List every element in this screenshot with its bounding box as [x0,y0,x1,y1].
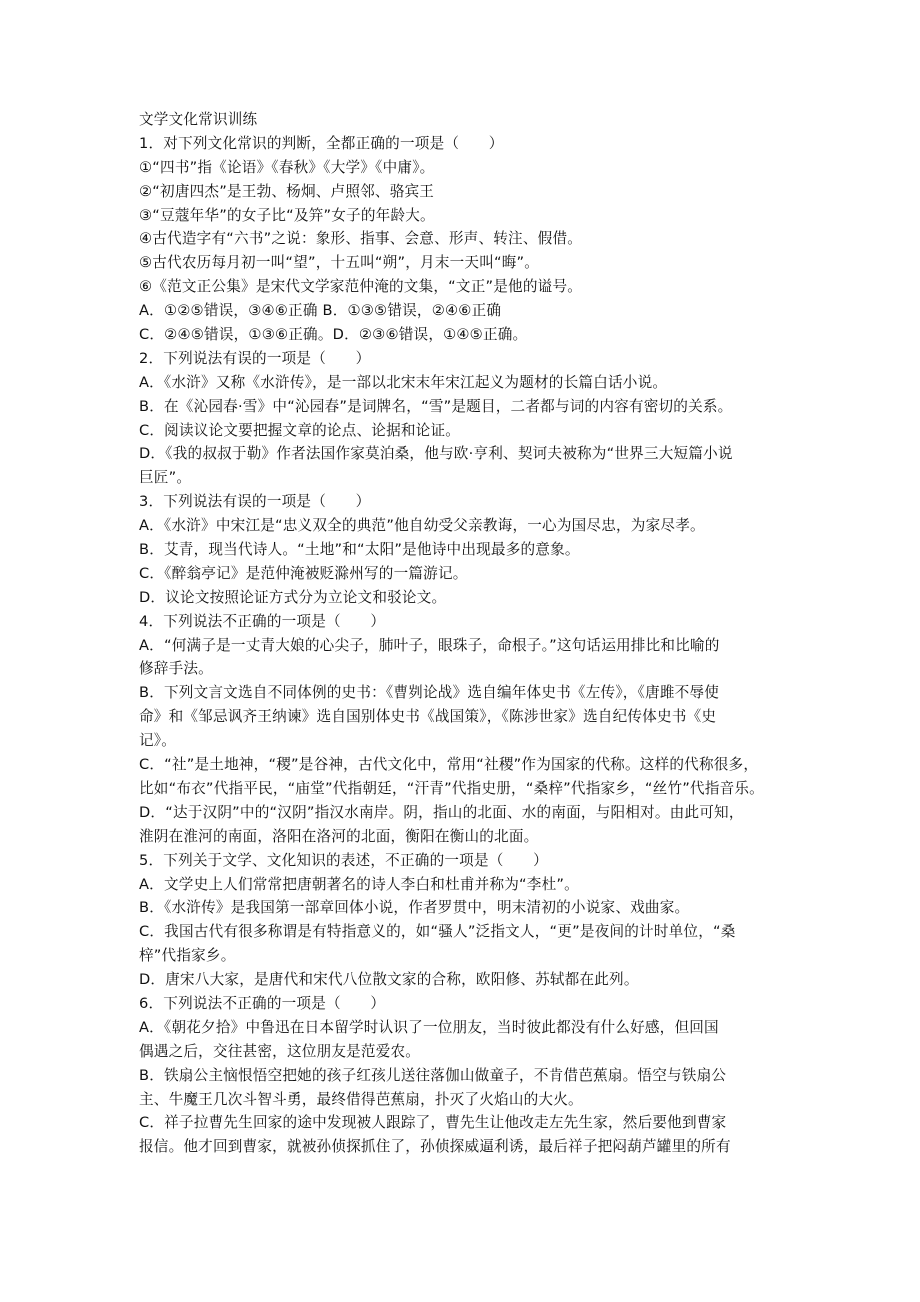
text-line: B．《水浒传》是我国第一部章回体小说，作者罗贯中，明末清初的小说家、戏曲家。 [139,899,690,917]
text-line: 6．下列说法不正确的一项是（ ） [139,994,386,1012]
text-line: 主、牛魔王几次斗智斗勇，最终借得芭蕉扇，扑灭了火焰山的大火。 [139,1090,583,1108]
text-line: D．唐宋八大家，是唐代和宋代八位散文家的合称，欧阳修、苏轼都在此列。 [139,971,639,989]
text-line: 记》。 [139,732,177,750]
text-line: 淮阴在淮河的南面，洛阳在洛河的北面，衡阳在衡山的北面。 [139,827,539,845]
text-line: 比如“布衣”代指平民，“庙堂”代指朝廷，“汗青”代指史册，“桑梓”代指家乡，“丝竹”代指音乐。 [139,779,764,797]
text-line: A．《朝花夕拾》中鲁迅在日本留学时认识了一位朋友，当时彼此都没有什么好感，但回国 [139,1018,719,1036]
text-line: 5．下列关于文学、文化知识的表述，不正确的一项是（ ） [139,851,548,869]
text-line: ④古代造字有“六书”之说：象形、指事、会意、形声、转注、假借。 [139,230,583,248]
text-line: A．《水浒》又称《水浒传》，是一部以北宋末年宋江起义为题材的长篇白话小说。 [139,373,668,391]
document-title: 文学文化常识训练 [139,111,258,128]
text-line: 修辞手法。 [139,660,213,678]
document-body [139,108,789,1159]
text-line: 巨匠”。 [139,469,192,487]
text-line: D．“达于汉阴”中的“汉阴”指汉水南岸。阴，指山的北面、水的南面，与阳相对。由此可知， [139,803,744,821]
text-line: ⑥《范文正公集》是宋代文学家范仲淹的文集，“文正”是他的谥号。 [139,278,583,296]
text-line: B．在《沁园春·雪》中“沁园春”是词牌名，“雪”是题目，二者都与词的内容有密切的关系。 [139,397,733,415]
text-line: D．议论文按照论证方式分为立论文和驳论文。 [139,588,447,606]
text-line: B．艾青，现当代诗人。“土地”和“太阳”是他诗中出现最多的意象。 [139,541,580,559]
text-line: C．②④⑤错误，①③⑥正确。D．②③⑥错误，①④⑤正确。 [139,326,528,344]
text-line: 报信。他才回到曹家，就被孙侦探抓住了，孙侦探威逼利诱，最后祥子把闷葫芦罐里的所有 [139,1138,731,1156]
text-line: D．《我的叔叔于勒》作者法国作家莫泊桑，他与欧·亨利、契诃夫被称为“世界三大短篇小说 [139,445,733,463]
text-line: C．“社”是土地神，“稷”是谷神，古代文化中，常用“社稷”作为国家的代称。这样的代称很多， [139,756,759,774]
text-line: C．阅读议论文要把握文章的论点、论据和论证。 [139,421,461,439]
text-line: 偶遇之后，交往甚密，这位朋友是范爱农。 [139,1042,421,1060]
text-line: ②“初唐四杰”是王勃、杨炯、卢照邻、骆宾王 [139,182,435,200]
text-line: B．铁扇公主恼恨悟空把她的孩子红孩儿送往落伽山做童子，不肯借芭蕉扇。悟空与铁扇公 [139,1066,727,1084]
text-line: ⑤古代农历每月初一叫“望”，十五叫“朔”，月末一天叫“晦”。 [139,254,540,272]
text-line: 2．下列说法有误的一项是（ ） [139,349,371,367]
text-line: B．下列文言文选自不同体例的史书：《曹刿论战》选自编年体史书《左传》，《唐雎不辱使 [139,684,720,702]
text-line: C．《醉翁亭记》是范仲淹被贬滁州写的一篇游记。 [139,564,468,582]
text-line: C．我国古代有很多称谓是有特指意义的，如“骚人”泛指文人，“更”是夜间的计时单位，“桑 [139,923,736,941]
text-line: A．“何满子是一丈青大娘的心尖子，肺叶子，眼珠子，命根子。”这句话运用排比和比喻的 [139,636,720,654]
text-line: 命》和《邹忌讽齐王纳谏》选自国别体史书《战国策》，《陈涉世家》选自纪传体史书《史 [139,708,717,726]
text-line: A．《水浒》中宋江是“忠义双全的典范”他自幼受父亲教诲，一心为国尽忠，为家尽孝。 [139,517,705,535]
text-line: 梓”代指家乡。 [139,947,236,965]
text-line: 1．对下列文化常识的判断，全都正确的一项是（ ） [139,134,504,152]
text-line: A．①②⑤错误，③④⑥正确 B．①③⑤错误，②④⑥正确 [139,302,502,320]
text-line: ③“豆蔻年华”的女子比“及笄”女子的年龄大。 [139,206,435,224]
text-line: 3．下列说法有误的一项是（ ） [139,493,371,511]
text-line: A．文学史上人们常常把唐朝著名的诗人李白和杜甫并称为“李杜”。 [139,875,579,893]
text-line: 4．下列说法不正确的一项是（ ） [139,612,386,630]
text-line: ①“四书”指《论语》《春秋》《大学》《中庸》。 [139,158,435,176]
text-line: C．祥子拉曹先生回家的途中发现被人跟踪了，曹先生让他改走左先生家，然后要他到曹家 [139,1114,727,1132]
